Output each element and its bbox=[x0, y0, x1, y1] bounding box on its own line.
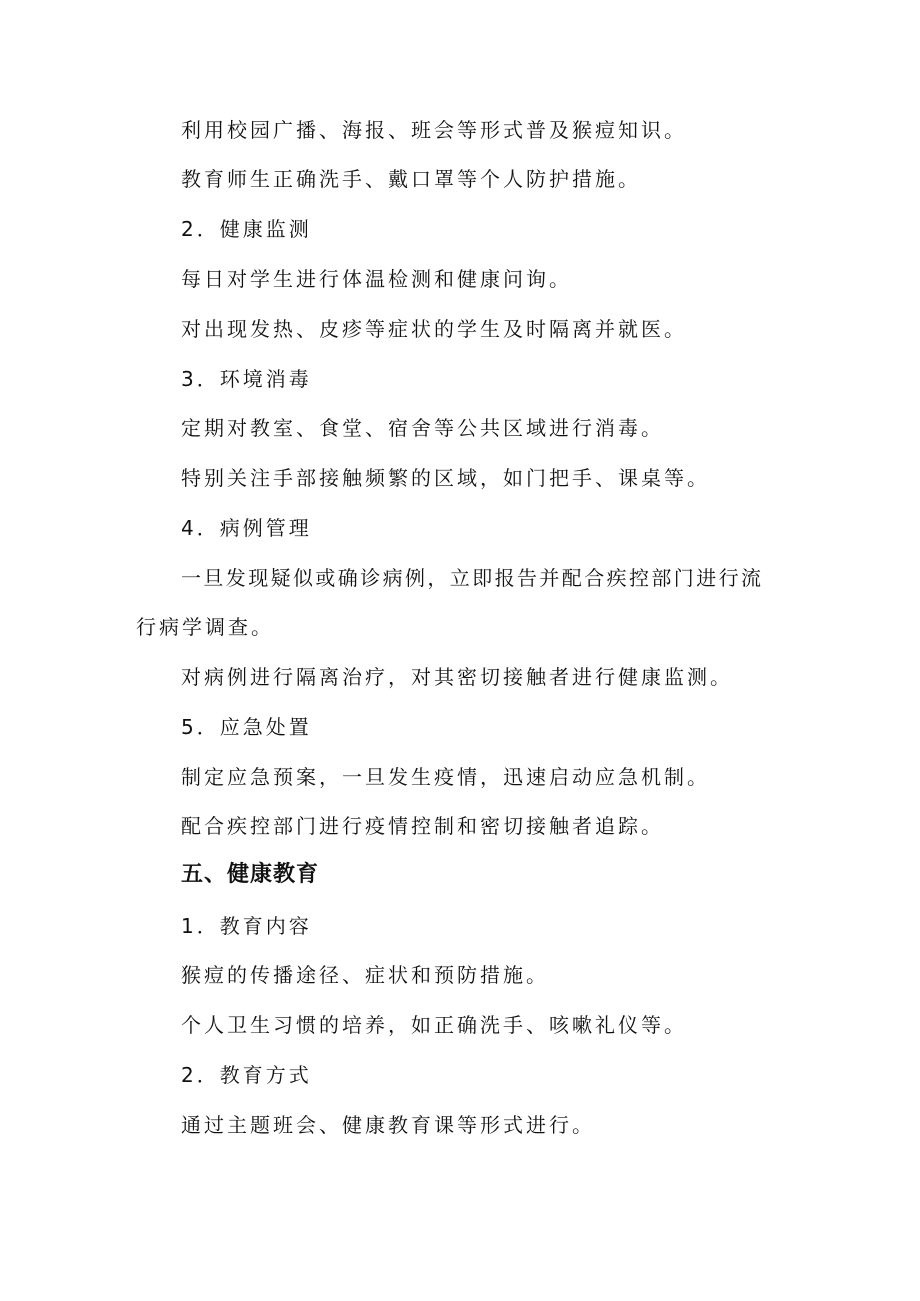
paragraph-line-continuation: 行病学调查。 bbox=[136, 615, 274, 639]
paragraph-line: 对病例进行隔离治疗，对其密切接触者进行健康监测。 bbox=[181, 665, 733, 689]
paragraph-line: 特别关注手部接触频繁的区域，如门把手、课桌等。 bbox=[181, 466, 710, 490]
paragraph-line: 每日对学生进行体温检测和健康问询。 bbox=[181, 267, 572, 291]
paragraph-line: 教育师生正确洗手、戴口罩等个人防护措施。 bbox=[181, 167, 641, 191]
subheading-health-monitoring: 2．健康监测 bbox=[181, 217, 312, 241]
section-heading-health-education: 五、健康教育 bbox=[181, 862, 320, 887]
paragraph-line: 对出现发热、皮疹等症状的学生及时隔离并就医。 bbox=[181, 317, 687, 341]
paragraph-line: 利用校园广播、海报、班会等形式普及猴痘知识。 bbox=[181, 118, 687, 142]
subheading-education-method: 2．教育方式 bbox=[181, 1063, 312, 1087]
paragraph-line: 一旦发现疑似或确诊病例，立即报告并配合疾控部门进行流 bbox=[181, 566, 764, 590]
paragraph-line: 猴痘的传播途径、症状和预防措施。 bbox=[181, 963, 549, 987]
subheading-case-management: 4．病例管理 bbox=[181, 516, 312, 540]
paragraph-line: 定期对教室、食堂、宿舍等公共区域进行消毒。 bbox=[181, 416, 664, 440]
subheading-environment-disinfection: 3．环境消毒 bbox=[181, 367, 312, 391]
paragraph-line: 个人卫生习惯的培养，如正确洗手、咳嗽礼仪等。 bbox=[181, 1013, 687, 1037]
paragraph-line: 制定应急预案，一旦发生疫情，迅速启动应急机制。 bbox=[181, 765, 710, 789]
paragraph-line: 通过主题班会、健康教育课等形式进行。 bbox=[181, 1113, 595, 1137]
subheading-emergency-response: 5．应急处置 bbox=[181, 715, 312, 739]
paragraph-line: 配合疾控部门进行疫情控制和密切接触者追踪。 bbox=[181, 814, 664, 838]
subheading-education-content: 1．教育内容 bbox=[181, 914, 312, 938]
